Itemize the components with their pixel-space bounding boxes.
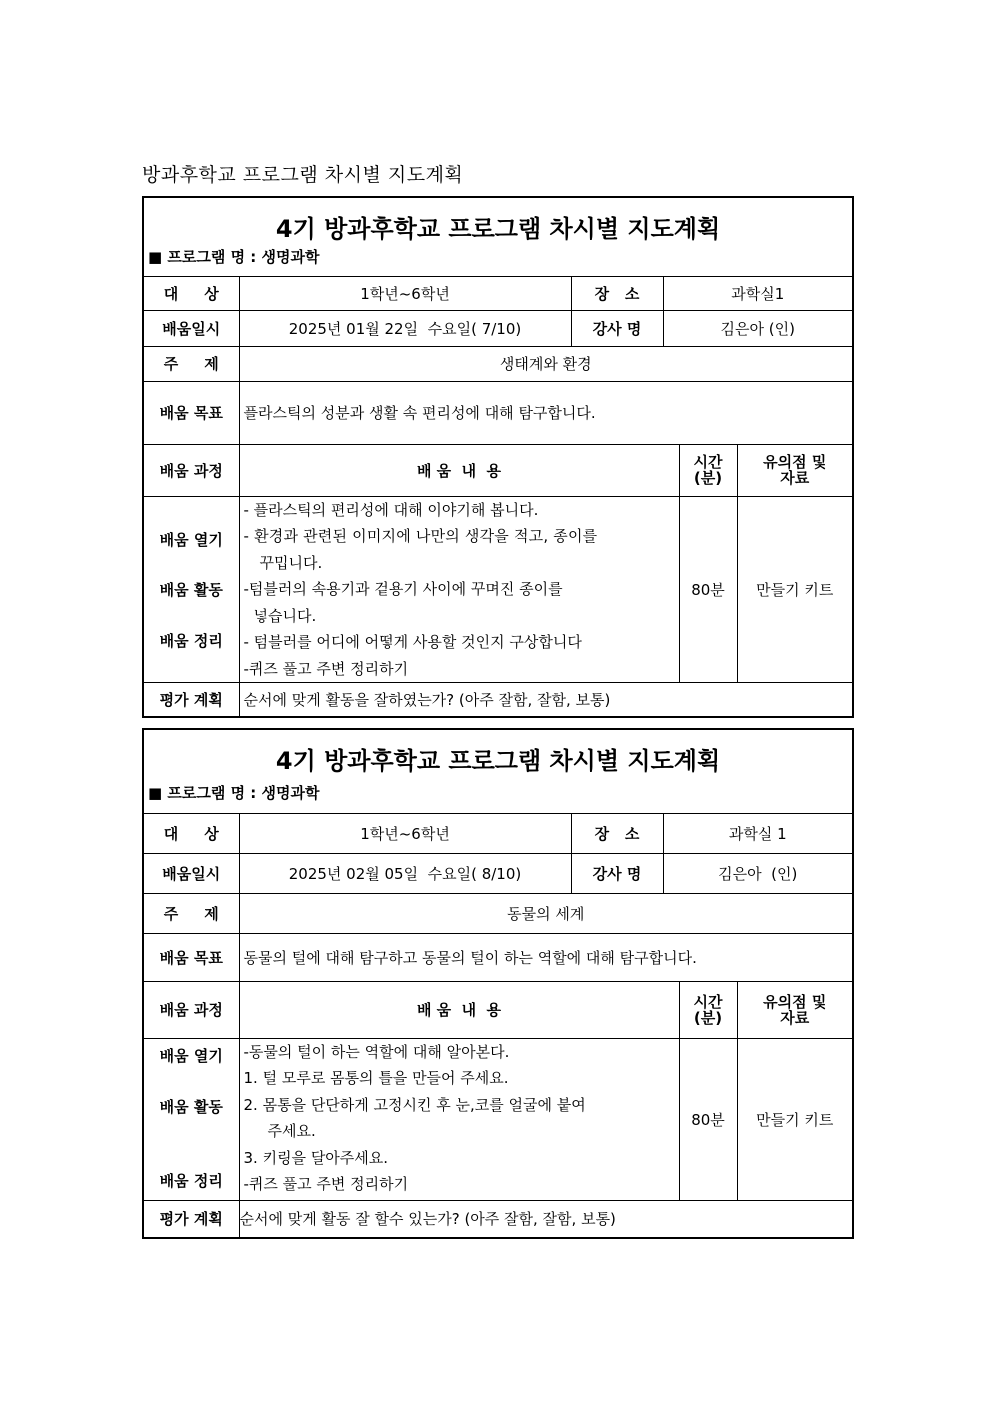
content-label: 배 움 내 용 bbox=[239, 444, 679, 496]
place-value: 과학실1 bbox=[663, 276, 853, 310]
eval-value: 순서에 맞게 활동을 잘하였는가? (아주 잘함, 잘함, 보통) bbox=[239, 683, 853, 717]
content-lines bbox=[239, 1038, 679, 1200]
target-label: 대 상 bbox=[143, 813, 239, 853]
process-label: 배움 과정 bbox=[143, 981, 239, 1038]
content-lines bbox=[239, 496, 679, 683]
time-label-line2: (분) bbox=[693, 469, 723, 487]
content-line: - 텀블러를 어디에 어떻게 사용할 것인지 구상합니다 bbox=[243, 633, 582, 651]
goal-value: 동물의 털에 대해 탐구하고 동물의 털이 하는 역할에 대해 탐구합니다. bbox=[239, 933, 853, 981]
step-closing: 배움 정리 bbox=[159, 1172, 223, 1191]
plan-header-cell bbox=[143, 729, 853, 813]
process-steps bbox=[143, 496, 239, 683]
topic-value: 생태계와 환경 bbox=[239, 346, 853, 381]
notes-value: 만들기 키트 bbox=[737, 496, 853, 683]
teacher-label: 강사 명 bbox=[571, 853, 663, 893]
content-line: 주세요. bbox=[267, 1122, 316, 1140]
content-line: - 환경과 관련된 이미지에 나만의 생각을 적고, 종이를 bbox=[243, 527, 598, 545]
process-steps bbox=[143, 1038, 239, 1200]
step-closing: 배움 정리 bbox=[159, 631, 223, 650]
time-header bbox=[679, 981, 737, 1038]
target-label: 대 상 bbox=[143, 276, 239, 310]
notes-label-line1: 유의점 및 bbox=[763, 992, 827, 1011]
step-opening: 배움 열기 bbox=[159, 1047, 223, 1066]
topic-label: 주 제 bbox=[143, 346, 239, 381]
step-activity: 배움 활동 bbox=[159, 1097, 223, 1116]
content-line: -퀴즈 풀고 주변 정리하기 bbox=[243, 1175, 409, 1193]
notes-header bbox=[737, 981, 853, 1038]
time-value: 80분 bbox=[679, 1038, 737, 1200]
eval-label: 평가 계획 bbox=[143, 1200, 239, 1238]
content-line: - 플라스틱의 편리성에 대해 이야기해 봅니다. bbox=[243, 500, 539, 519]
teacher-value: 김은아 (인) bbox=[663, 310, 853, 346]
date-label: 배움일시 bbox=[143, 853, 239, 893]
content-line: 꾸밉니다. bbox=[259, 553, 323, 572]
program-name: ■ 프로그램 명 : 생명과학 bbox=[148, 784, 320, 803]
place-label: 장 소 bbox=[571, 276, 663, 310]
target-value: 1학년~6학년 bbox=[239, 276, 571, 310]
time-value: 80분 bbox=[679, 496, 737, 683]
time-label-line1: 시간 bbox=[693, 453, 723, 471]
target-value: 1학년~6학년 bbox=[239, 813, 571, 853]
plan-title: 4기 방과후학교 프로그램 차시별 지도계획 bbox=[275, 214, 721, 243]
time-header bbox=[679, 444, 737, 496]
process-label: 배움 과정 bbox=[143, 444, 239, 496]
time-label-line2: (분) bbox=[693, 1008, 723, 1027]
step-opening: 배움 열기 bbox=[159, 530, 223, 549]
document-title: 방과후학교 프로그램 차시별 지도계획 bbox=[142, 164, 464, 186]
content-line: 1. 털 모루로 몸통의 틀을 만들어 주세요. bbox=[243, 1069, 509, 1087]
time-label-line1: 시간 bbox=[693, 992, 723, 1011]
teacher-value: 김은아 (인) bbox=[663, 853, 853, 893]
plan-title: 4기 방과후학교 프로그램 차시별 지도계획 bbox=[275, 747, 721, 776]
topic-label: 주 제 bbox=[143, 893, 239, 933]
program-name: ■ 프로그램 명 : 생명과학 bbox=[148, 247, 320, 266]
place-value: 과학실 1 bbox=[663, 813, 853, 853]
content-line: -동물의 털이 하는 역할에 대해 알아본다. bbox=[243, 1042, 510, 1061]
eval-label: 평가 계획 bbox=[143, 683, 239, 717]
content-line: 3. 키링을 달아주세요. bbox=[243, 1148, 389, 1167]
step-activity: 배움 활동 bbox=[159, 581, 223, 599]
date-value: 2025년 01월 22일 수요일( 7/10) bbox=[239, 310, 571, 346]
goal-value: 플라스틱의 성분과 생활 속 편리성에 대해 탐구합니다. bbox=[239, 381, 853, 444]
teacher-label: 강사 명 bbox=[571, 310, 663, 346]
topic-value: 동물의 세계 bbox=[239, 893, 853, 933]
goal-label: 배움 목표 bbox=[143, 933, 239, 981]
content-line: 2. 몸통을 단단하게 고정시킨 후 눈,코를 얼굴에 붙여 bbox=[243, 1095, 586, 1114]
notes-label-line2: 자료 bbox=[780, 469, 810, 487]
notes-value: 만들기 키트 bbox=[737, 1038, 853, 1200]
content-line: 넣습니다. bbox=[253, 606, 317, 625]
lesson-plan-table-1 bbox=[142, 196, 854, 718]
notes-header bbox=[737, 444, 853, 496]
notes-label-line2: 자료 bbox=[780, 1008, 810, 1027]
content-label: 배 움 내 용 bbox=[239, 981, 679, 1038]
goal-label: 배움 목표 bbox=[143, 381, 239, 444]
place-label: 장 소 bbox=[571, 813, 663, 853]
content-line: -텀블러의 속용기과 겉용기 사이에 꾸며진 종이를 bbox=[243, 580, 563, 598]
content-line: -퀴즈 풀고 주변 정리하기 bbox=[243, 659, 409, 678]
eval-value: 순서에 맞게 활동 잘 할수 있는가? (아주 잘함, 잘함, 보통) bbox=[239, 1200, 853, 1238]
plan-header-cell bbox=[143, 197, 853, 276]
notes-label-line1: 유의점 및 bbox=[763, 453, 827, 471]
date-value: 2025년 02월 05일 수요일( 8/10) bbox=[239, 853, 571, 893]
lesson-plan-table-2 bbox=[142, 728, 854, 1239]
date-label: 배움일시 bbox=[143, 310, 239, 346]
